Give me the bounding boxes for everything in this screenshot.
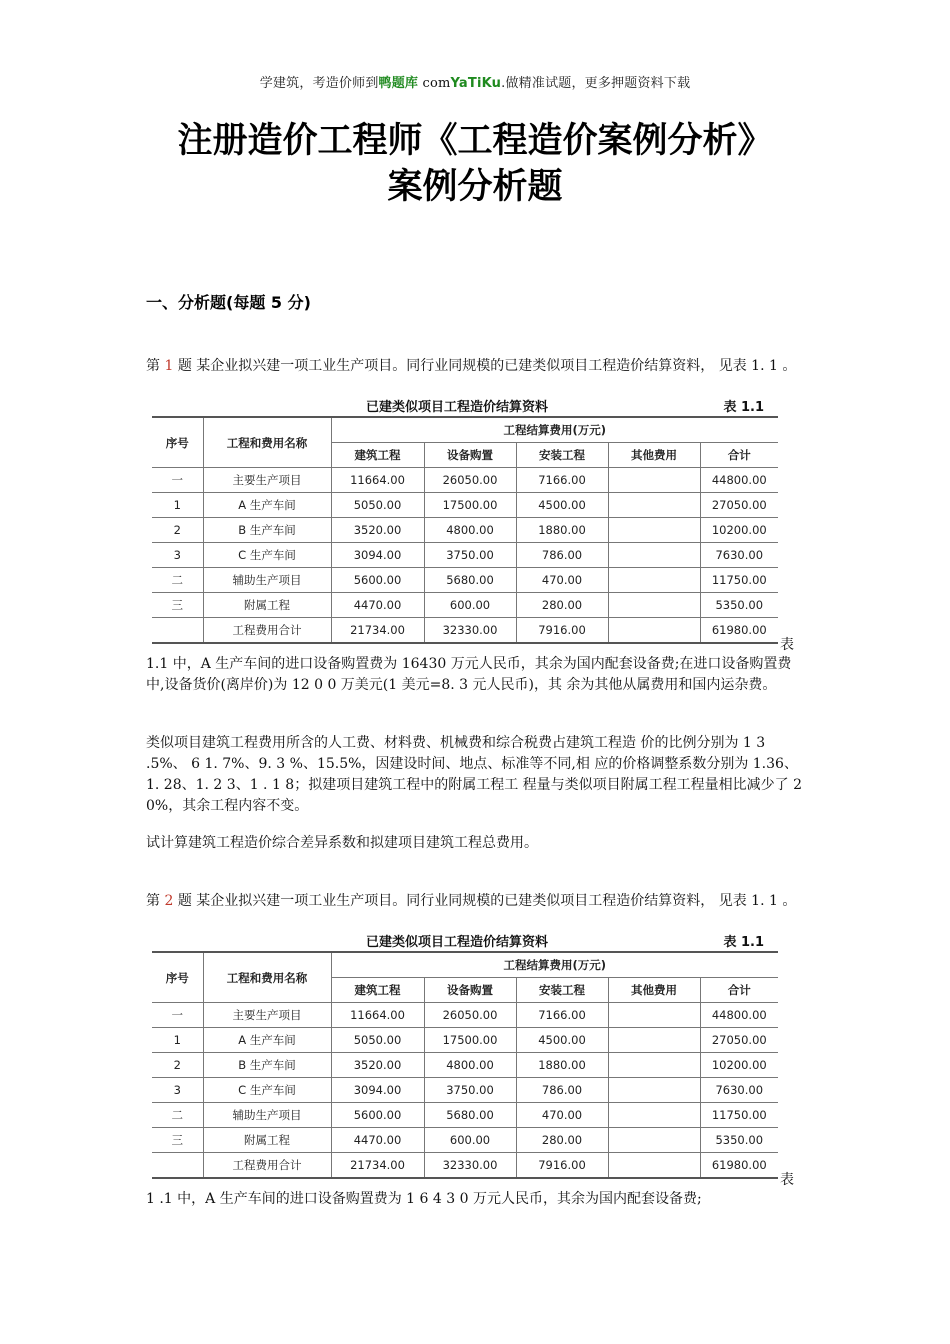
header-prefix: 学建筑，考造价师到 (259, 76, 379, 91)
table-cell: 27050.00 (700, 493, 778, 518)
table-cell (152, 618, 203, 644)
cost-table (152, 951, 778, 1179)
table-row (152, 468, 778, 493)
table-cell: 17500.00 (424, 493, 516, 518)
q1-paragraph-3: 试计算建筑工程造价综合差异系数和拟建项目建筑工程总费用。 (146, 835, 538, 851)
header-name: 工程和费用名称 (203, 417, 331, 468)
table-row (152, 1003, 778, 1028)
header-seq: 序号 (152, 952, 203, 1003)
table-cell: C 生产车间 (203, 1078, 331, 1103)
q2-paragraph-1: 1 .1 中，A 生产车间的进口设备购置费为 1 6 4 3 0 万元人民币，其余为国内配套设备费; (146, 1191, 702, 1207)
table-cell (608, 568, 700, 593)
q2-table-suffix: 表 (780, 1172, 794, 1188)
table-cell: 7916.00 (516, 1153, 608, 1179)
table-row (152, 1153, 778, 1179)
table-cell: 1880.00 (516, 1053, 608, 1078)
q2-label-suffix: 题 (173, 893, 197, 909)
table-cell: 3750.00 (424, 543, 516, 568)
table-cell: B 生产车间 (203, 1053, 331, 1078)
q2-reference-table (152, 929, 778, 1179)
table-cell: 2 (152, 518, 203, 543)
table-cell: 5050.00 (331, 493, 424, 518)
table-cell: 3750.00 (424, 1078, 516, 1103)
table-caption (152, 394, 778, 416)
brand-com: com (418, 76, 451, 91)
table-cell (608, 1103, 700, 1128)
table-row (152, 1128, 778, 1153)
header-col: 安装工程 (516, 443, 608, 468)
header-seq: 序号 (152, 417, 203, 468)
table-cell: 辅助生产项目 (203, 568, 331, 593)
table-cell: 5680.00 (424, 568, 516, 593)
header-col: 其他费用 (608, 978, 700, 1003)
header-col: 合计 (700, 443, 778, 468)
table-cell: 4800.00 (424, 518, 516, 543)
table-cell: 1880.00 (516, 518, 608, 543)
site-header (0, 72, 950, 91)
table-cell: 61980.00 (700, 618, 778, 644)
table-cell: 280.00 (516, 1128, 608, 1153)
table-cell (608, 1078, 700, 1103)
table-cell: 4500.00 (516, 1028, 608, 1053)
table-cell: C 生产车间 (203, 543, 331, 568)
table-cell (152, 1153, 203, 1179)
table-cell: 3520.00 (331, 1053, 424, 1078)
table-cell: 26050.00 (424, 1003, 516, 1028)
table-cell: 600.00 (424, 593, 516, 618)
table-cell: 21734.00 (331, 1153, 424, 1179)
table-cell: 10200.00 (700, 1053, 778, 1078)
table-cell: 2 (152, 1053, 203, 1078)
table-cell (608, 468, 700, 493)
table-cell: 一 (152, 1003, 203, 1028)
table-row (152, 593, 778, 618)
cost-table (152, 416, 778, 644)
table-cell: 11664.00 (331, 468, 424, 493)
header-col: 设备购置 (424, 443, 516, 468)
table-cell: 3094.00 (331, 543, 424, 568)
header-group: 工程结算费用(万元) (331, 417, 778, 443)
table-title: 已建类似项目工程造价结算资料 (366, 400, 549, 415)
table-cell: 10200.00 (700, 518, 778, 543)
table-cell (608, 1053, 700, 1078)
table-cell: 7630.00 (700, 543, 778, 568)
table-row (152, 1028, 778, 1053)
table-cell: B 生产车间 (203, 518, 331, 543)
table-number: 表 1.1 (723, 935, 764, 950)
table-cell: 27050.00 (700, 1028, 778, 1053)
table-cell: 470.00 (516, 568, 608, 593)
table-cell: 三 (152, 593, 203, 618)
table-cell: 三 (152, 1128, 203, 1153)
table-cell: 17500.00 (424, 1028, 516, 1053)
table-row (152, 568, 778, 593)
table-cell: 4500.00 (516, 493, 608, 518)
table-cell: 附属工程 (203, 593, 331, 618)
table-cell: 786.00 (516, 1078, 608, 1103)
table-cell: 4800.00 (424, 1053, 516, 1078)
document-title (0, 118, 950, 210)
table-cell (608, 1153, 700, 1179)
table-cell: 二 (152, 568, 203, 593)
table-cell: 280.00 (516, 593, 608, 618)
table-cell: 5680.00 (424, 1103, 516, 1128)
table-row (152, 518, 778, 543)
brand-yatiku[interactable]: YaTiKu (450, 76, 502, 91)
table-caption (152, 929, 778, 951)
table-cell: 附属工程 (203, 1128, 331, 1153)
header-suffix: .做精准试题，更多押题资料下载 (501, 76, 691, 91)
table-cell: 5050.00 (331, 1028, 424, 1053)
table-cell: 5600.00 (331, 568, 424, 593)
question-1-intro (146, 356, 806, 377)
q1-intro-text: 某企业拟兴建一项工业生产项目。同行业同规模的已建类似项目工程造价结算资料， 见表 1. 1 。 (196, 358, 797, 374)
q2-number: 2 (164, 893, 174, 909)
table-cell: 7916.00 (516, 618, 608, 644)
header-group: 工程结算费用(万元) (331, 952, 778, 978)
table-cell: 1 (152, 1028, 203, 1053)
table-cell: 一 (152, 468, 203, 493)
question-2-intro (146, 891, 806, 912)
table-cell: 1 (152, 493, 203, 518)
table-cell: 470.00 (516, 1103, 608, 1128)
q2-intro-text: 某企业拟兴建一项工业生产项目。同行业同规模的已建类似项目工程造价结算资料， 见表 1. 1 。 (196, 893, 797, 909)
table-cell: A 生产车间 (203, 493, 331, 518)
table-cell: 工程费用合计 (203, 1153, 331, 1179)
q1-table-suffix: 表 (780, 637, 794, 653)
table-cell: 5350.00 (700, 593, 778, 618)
q1-paragraph-2: 类似项目建筑工程费用所含的人工费、材料费、机械费和综合税费占建筑工程造 价的比例分别为 1 3 .5%、 6 1. 7%、9. 3 %、15.5%，因建设时间、地点、标准等不同,相 应的价格调整系数分别为 1.36、1. 28、1. 2 3、1 . 1 8；拟建项目建筑工程中的附属工程工 程量与类似项目附属工程工程量相比减少了 2 0%，其余工程内容不变。 (146, 735, 803, 814)
table-body (152, 468, 778, 644)
table-cell: 3 (152, 1078, 203, 1103)
header-col: 其他费用 (608, 443, 700, 468)
table-cell (608, 518, 700, 543)
header-name: 工程和费用名称 (203, 952, 331, 1003)
table-cell (608, 493, 700, 518)
table-number: 表 1.1 (723, 400, 764, 415)
header-col: 设备购置 (424, 978, 516, 1003)
table-cell (608, 1128, 700, 1153)
table-cell: 32330.00 (424, 1153, 516, 1179)
table-cell: 主要生产项目 (203, 1003, 331, 1028)
brand-name[interactable]: 鸭题库 (378, 76, 419, 91)
table-cell: 600.00 (424, 1128, 516, 1153)
table-cell: 主要生产项目 (203, 468, 331, 493)
table-row (152, 1078, 778, 1103)
table-row (152, 1103, 778, 1128)
table-cell: 二 (152, 1103, 203, 1128)
table-cell: 3094.00 (331, 1078, 424, 1103)
title-line-1: 注册造价工程师《工程造价案例分析》 (177, 121, 773, 161)
table-cell: 4470.00 (331, 1128, 424, 1153)
table-cell: 44800.00 (700, 468, 778, 493)
table-cell: A 生产车间 (203, 1028, 331, 1053)
table-cell: 7630.00 (700, 1078, 778, 1103)
table-cell (608, 1003, 700, 1028)
table-row (152, 493, 778, 518)
q1-paragraph-1: 1.1 中，A 生产车间的进口设备购置费为 16430 万元人民币，其余为国内配套设备费;在进口设备购置费中,设备货价(离岸价)为 12 0 0 万美元(1 美元=8. 3 元人民币)，其 余为其他从属费用和国内运杂费。 (146, 656, 792, 693)
table-cell: 7166.00 (516, 1003, 608, 1028)
table-cell (608, 618, 700, 644)
q2-label-prefix: 第 (146, 893, 165, 909)
table-row (152, 543, 778, 568)
table-body (152, 1003, 778, 1179)
table-cell: 5600.00 (331, 1103, 424, 1128)
table-title: 已建类似项目工程造价结算资料 (366, 935, 549, 950)
header-col: 合计 (700, 978, 778, 1003)
section-heading: 一、分析题(每题 5 分) (146, 293, 311, 312)
table-cell: 3520.00 (331, 518, 424, 543)
table-cell (608, 1028, 700, 1053)
header-col: 安装工程 (516, 978, 608, 1003)
table-cell: 26050.00 (424, 468, 516, 493)
header-col: 建筑工程 (331, 443, 424, 468)
q1-number: 1 (164, 358, 174, 374)
table-cell: 3 (152, 543, 203, 568)
table-cell (608, 593, 700, 618)
table-row (152, 618, 778, 644)
q1-reference-table (152, 394, 778, 644)
q1-label-suffix: 题 (173, 358, 197, 374)
q1-label-prefix: 第 (146, 358, 165, 374)
table-cell: 5350.00 (700, 1128, 778, 1153)
table-cell: 61980.00 (700, 1153, 778, 1179)
table-cell: 786.00 (516, 543, 608, 568)
table-cell: 工程费用合计 (203, 618, 331, 644)
table-cell: 11664.00 (331, 1003, 424, 1028)
header-col: 建筑工程 (331, 978, 424, 1003)
table-cell: 21734.00 (331, 618, 424, 644)
table-row (152, 1053, 778, 1078)
table-cell: 11750.00 (700, 568, 778, 593)
table-cell: 44800.00 (700, 1003, 778, 1028)
table-cell: 辅助生产项目 (203, 1103, 331, 1128)
table-cell: 7166.00 (516, 468, 608, 493)
table-cell: 32330.00 (424, 618, 516, 644)
table-cell: 4470.00 (331, 593, 424, 618)
table-cell: 11750.00 (700, 1103, 778, 1128)
table-cell (608, 543, 700, 568)
title-line-2: 案例分析题 (387, 167, 563, 207)
